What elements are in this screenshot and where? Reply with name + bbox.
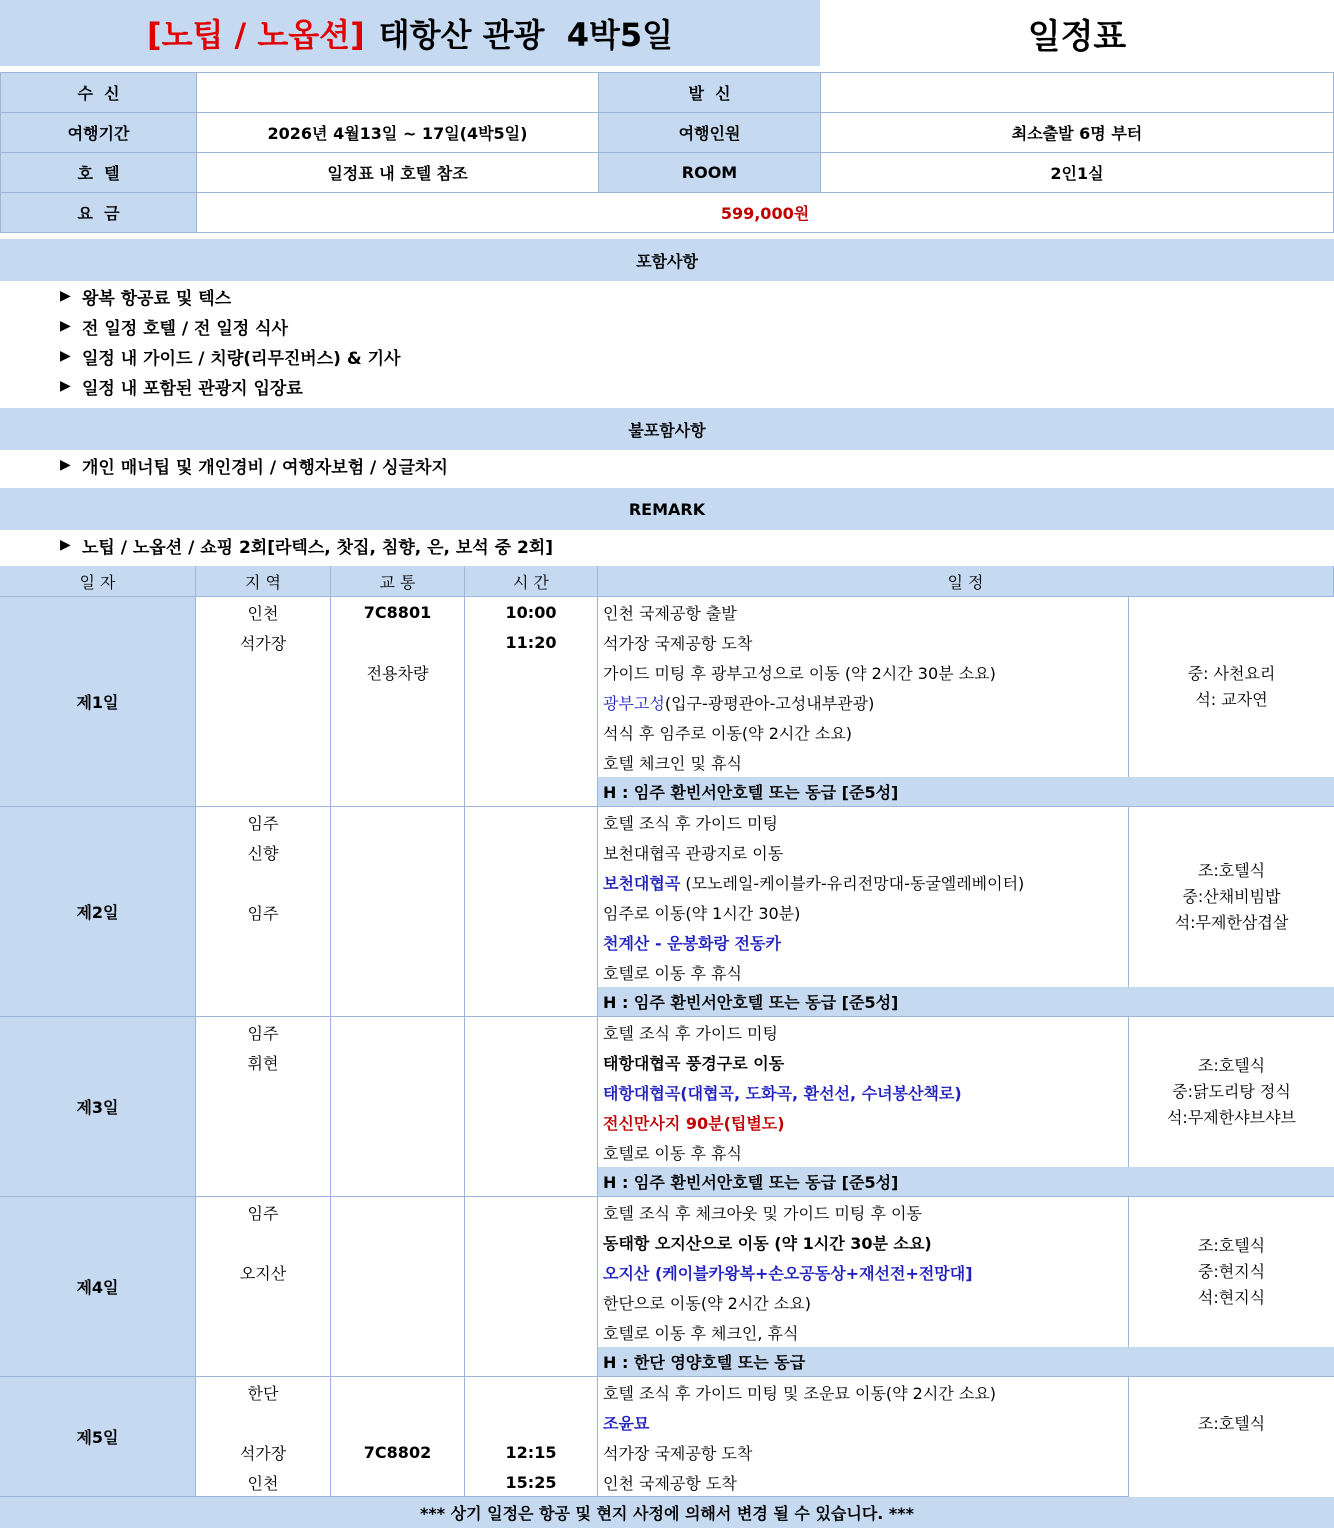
day-time-cell bbox=[465, 1377, 598, 1497]
meal-text: 석:무제한삼겹살 bbox=[1174, 913, 1289, 932]
plan-line: 호텔 조식 후 가이드 미팅 bbox=[603, 1023, 778, 1043]
day-plan-cell bbox=[598, 1197, 1129, 1347]
day-meals-cell bbox=[1129, 807, 1334, 987]
time-text: 11:20 bbox=[505, 632, 557, 652]
col-region-header: 지 역 bbox=[196, 566, 331, 597]
list-item: ▶ 일정 내 가이드 / 치량(리무진버스) & 기사 bbox=[60, 348, 401, 369]
hotel-value: 일정표 내 호텔 참조 bbox=[197, 153, 599, 193]
meal-text: 석:현지식 bbox=[1197, 1288, 1266, 1307]
plan-line: 석가장 국제공항 도착 bbox=[603, 1443, 753, 1463]
hotel-row: H : 임주 환빈서안호텔 또는 동급 [준5성] bbox=[598, 1167, 1334, 1197]
day-plan-cell bbox=[598, 597, 1129, 777]
day-transport-cell bbox=[331, 1017, 465, 1197]
meal-text: 중: 사천요리 bbox=[1187, 664, 1276, 683]
plan-line: 보천대협곡 (모노레일-케이블카-유리전망대-동굴엘레베이터) bbox=[598, 867, 1128, 897]
triangle-right-icon: ▶ bbox=[60, 288, 71, 304]
price-label: 요 금 bbox=[1, 193, 197, 233]
triangle-right-icon: ▶ bbox=[60, 348, 71, 364]
period-label: 여행기간 bbox=[1, 113, 197, 153]
plan-line: 보천대협곡 관광지로 이동 bbox=[603, 843, 784, 863]
sender-value bbox=[821, 73, 1334, 113]
list-item: ▶ 개인 매너팁 및 개인경비 / 여행자보험 / 싱글차지 bbox=[60, 457, 448, 478]
plan-line: 태항대협곡 풍경구로 이동 bbox=[603, 1053, 785, 1073]
plan-line: 전신만사지 90분(팁별도) bbox=[603, 1113, 785, 1133]
remark-header: REMARK bbox=[0, 488, 1334, 530]
day-label: 제1일 bbox=[0, 597, 196, 807]
triangle-right-icon: ▶ bbox=[60, 318, 71, 334]
footer-notice: *** 상기 일정은 항공 및 현지 사정에 의해서 변경 될 수 있습니다. *** bbox=[0, 1497, 1334, 1528]
meal-text: 조:호텔식 bbox=[1197, 1413, 1266, 1433]
day-time-cell bbox=[465, 807, 598, 1017]
day-transport-cell bbox=[331, 1197, 465, 1377]
day-label: 제2일 bbox=[0, 807, 196, 1017]
day-region-cell bbox=[196, 1377, 331, 1497]
title-main: 태항산 관광 4박5일 bbox=[378, 16, 674, 54]
region-text: 오지산 bbox=[239, 1263, 287, 1283]
meal-text: 석:무제한샤브샤브 bbox=[1166, 1108, 1297, 1127]
plan-line: 가이드 미팅 후 광부고성으로 이동 (약 2시간 30분 소요) bbox=[603, 663, 996, 683]
people-value: 최소출발 6명 부터 bbox=[821, 113, 1334, 153]
plan-line: 광부고성 (입구-광평관아-고성내부관광) bbox=[598, 687, 1128, 717]
hotel-row: H : 임주 환빈서안호텔 또는 동급 [준5성] bbox=[598, 777, 1334, 807]
col-day-header: 일 자 bbox=[0, 566, 196, 597]
plan-line: 태항대협곡(대협곡, 도화곡, 환선선, 수녀봉산책로) bbox=[603, 1083, 962, 1103]
schedule-table bbox=[0, 566, 1334, 1528]
day-region-cell bbox=[196, 597, 331, 807]
plan-line: 한단으로 이동(약 2시간 소요) bbox=[603, 1293, 811, 1313]
time-text: 15:25 bbox=[505, 1472, 557, 1492]
plan-line: 호텔로 이동 후 휴식 bbox=[603, 963, 742, 983]
plan-line: 석식 후 임주로 이동(약 2시간 소요) bbox=[603, 723, 853, 743]
hotel-row: H : 한단 영양호텔 또는 동급 bbox=[598, 1347, 1334, 1377]
title-no-tip-option: [노팁 / 노옵션] bbox=[146, 16, 365, 54]
title-banner bbox=[0, 0, 820, 66]
people-label: 여행인원 bbox=[599, 113, 821, 153]
region-text: 임주 bbox=[247, 813, 279, 833]
region-text: 임주 bbox=[247, 903, 279, 923]
triangle-right-icon: ▶ bbox=[60, 378, 71, 394]
excluded-list bbox=[0, 450, 1334, 480]
price-value: 599,000원 bbox=[197, 193, 1334, 233]
meal-text: 중:산채비빔밥 bbox=[1182, 887, 1281, 906]
col-transport-header: 교 통 bbox=[331, 566, 465, 597]
time-text: 12:15 bbox=[505, 1442, 557, 1462]
flight-number: 7C8802 bbox=[363, 1442, 432, 1462]
plan-line: 임주로 이동(약 1시간 30분) bbox=[603, 903, 801, 923]
room-value: 2인1실 bbox=[821, 153, 1334, 193]
day-meals-cell bbox=[1129, 1017, 1334, 1167]
day-transport-cell bbox=[331, 807, 465, 1017]
day-transport-cell bbox=[331, 1377, 465, 1497]
region-text: 한단 bbox=[247, 1383, 279, 1403]
plan-line: 인천 국제공항 도착 bbox=[603, 1473, 737, 1493]
meal-text: 조:호텔식 bbox=[1197, 1236, 1266, 1255]
hotel-label: 호 텔 bbox=[1, 153, 197, 193]
triangle-right-icon: ▶ bbox=[60, 457, 71, 473]
recipient-label: 수 신 bbox=[1, 73, 197, 113]
list-item: ▶ 왕복 항공료 및 텍스 bbox=[60, 288, 232, 309]
day-time-cell bbox=[465, 597, 598, 807]
list-item: ▶ 노팁 / 노옵션 / 쇼핑 2회[라텍스, 찻집, 침향, 은, 보석 중 2회] bbox=[60, 537, 553, 558]
plan-line: 호텔 체크인 및 휴식 bbox=[603, 753, 742, 773]
meal-text: 조:호텔식 bbox=[1197, 861, 1266, 880]
hotel-row: H : 임주 환빈서안호텔 또는 동급 [준5성] bbox=[598, 987, 1334, 1017]
day-time-cell bbox=[465, 1017, 598, 1197]
plan-line: 호텔로 이동 후 체크인, 휴식 bbox=[603, 1323, 799, 1343]
day-region-cell bbox=[196, 807, 331, 1017]
region-text: 석가장 bbox=[239, 633, 287, 653]
attraction-name: 광부고성 bbox=[603, 693, 665, 713]
region-text: 인천 bbox=[247, 603, 279, 623]
day-label: 제4일 bbox=[0, 1197, 196, 1377]
day-meals-cell bbox=[1129, 1377, 1334, 1467]
plan-line: 호텔로 이동 후 휴식 bbox=[603, 1143, 742, 1163]
col-plan-header: 일 정 bbox=[598, 566, 1334, 597]
plan-line: 조윤묘 bbox=[603, 1413, 650, 1433]
sender-label: 발 신 bbox=[599, 73, 821, 113]
list-item: ▶ 전 일정 호텔 / 전 일정 식사 bbox=[60, 318, 288, 339]
plan-line: 호텔 조식 후 가이드 미팅 및 조운묘 이동(약 2시간 소요) bbox=[603, 1383, 997, 1403]
day-region-cell bbox=[196, 1017, 331, 1197]
region-text: 임주 bbox=[247, 1023, 279, 1043]
recipient-value bbox=[197, 73, 599, 113]
plan-line: 호텔 조식 후 가이드 미팅 bbox=[603, 813, 778, 833]
day-plan-cell bbox=[598, 1377, 1129, 1497]
plan-line: 석가장 국제공항 도착 bbox=[603, 633, 753, 653]
day-label: 제3일 bbox=[0, 1017, 196, 1197]
plan-line: 호텔 조식 후 체크아웃 및 가이드 미팅 후 이동 bbox=[603, 1203, 922, 1223]
plan-line: 천계산 - 운봉화랑 전동카 bbox=[603, 933, 781, 953]
attraction-name: 보천대협곡 bbox=[603, 873, 681, 893]
region-text: 신향 bbox=[247, 843, 279, 863]
period-value: 2026년 4월13일 ~ 17일(4박5일) bbox=[197, 113, 599, 153]
day-meals-cell bbox=[1129, 1197, 1334, 1347]
col-time-header: 시 간 bbox=[465, 566, 598, 597]
plan-line: 오지산 (케이블카왕복+손오공동상+재선전+전망대] bbox=[603, 1263, 973, 1283]
plan-line: 인천 국제공항 출발 bbox=[603, 603, 737, 623]
info-table bbox=[0, 72, 1334, 233]
meal-text: 중:현지식 bbox=[1197, 1262, 1266, 1281]
day-meals-cell bbox=[1129, 597, 1334, 777]
meal-text: 석: 교자연 bbox=[1195, 690, 1268, 709]
list-item: ▶ 일정 내 포함된 관광지 입장료 bbox=[60, 378, 303, 399]
title-schedule: 일정표 bbox=[1027, 16, 1127, 57]
region-text: 휘현 bbox=[247, 1053, 279, 1073]
included-list bbox=[0, 281, 1334, 401]
triangle-right-icon: ▶ bbox=[60, 537, 71, 553]
time-text: 10:00 bbox=[505, 602, 557, 622]
included-header: 포함사항 bbox=[0, 239, 1334, 281]
day-plan-cell bbox=[598, 807, 1129, 987]
meal-text: 중:닭도리탕 정식 bbox=[1172, 1082, 1291, 1101]
day-label: 제5일 bbox=[0, 1377, 196, 1497]
day-transport-cell bbox=[331, 597, 465, 807]
excluded-header: 불포함사항 bbox=[0, 408, 1334, 450]
region-text: 석가장 bbox=[239, 1443, 287, 1463]
region-text: 임주 bbox=[247, 1203, 279, 1223]
day-plan-cell bbox=[598, 1017, 1129, 1167]
transport-text: 전용차량 bbox=[366, 663, 429, 683]
day-region-cell bbox=[196, 1197, 331, 1377]
flight-number: 7C8801 bbox=[363, 602, 432, 622]
region-text: 인천 bbox=[247, 1473, 279, 1493]
meal-text: 조:호텔식 bbox=[1197, 1056, 1266, 1075]
remark-list bbox=[0, 530, 1334, 560]
plan-line: 동태항 오지산으로 이동 (약 1시간 30분 소요) bbox=[603, 1233, 932, 1253]
day-time-cell bbox=[465, 1197, 598, 1377]
room-label: ROOM bbox=[599, 153, 821, 193]
